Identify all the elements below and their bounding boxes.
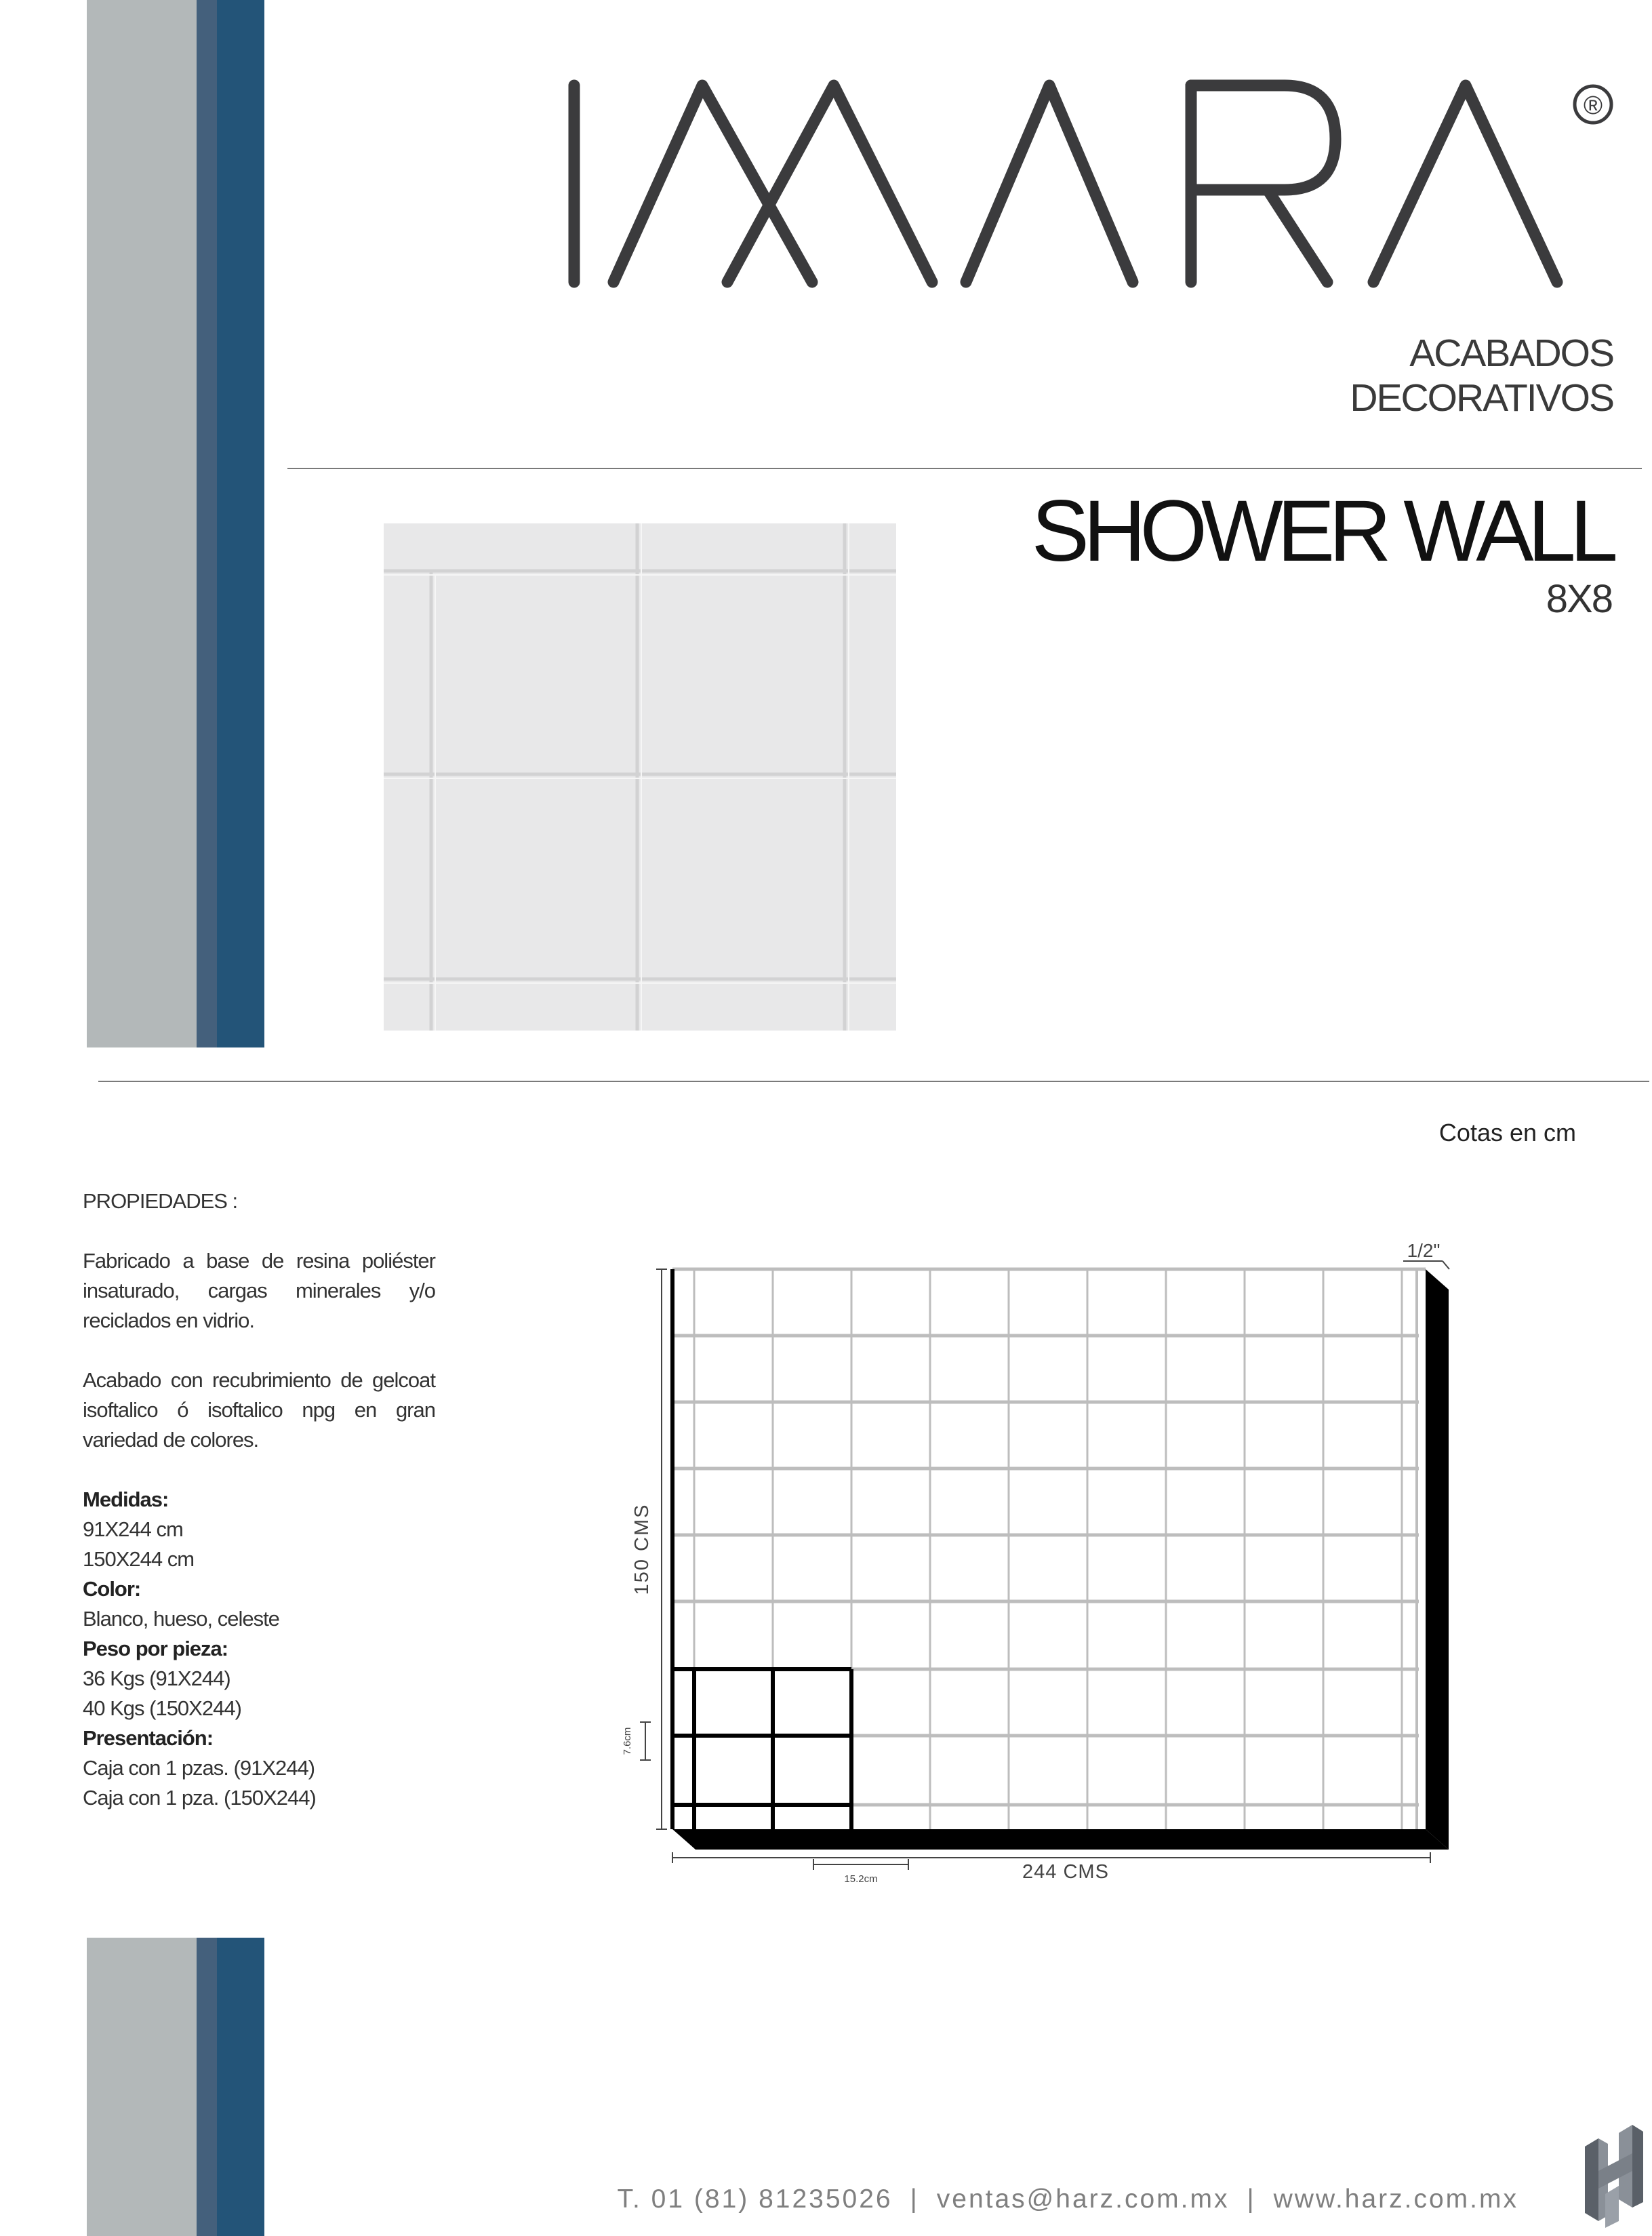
registered-mark: ® [1584, 92, 1603, 120]
measures-label: Medidas: [83, 1488, 169, 1511]
footer-email[interactable]: ventas@harz.com.mx [936, 2184, 1230, 2214]
footer-website[interactable]: www.harz.com.mx [1273, 2184, 1518, 2214]
properties-description-2: Acabado con recubrimiento de gelcoat isoftalico ó isoftalico npg en gran variedad de colores. [83, 1368, 435, 1452]
tile-dimension-highlight [672, 1269, 851, 1829]
product-title: SHOWER WALL [1031, 483, 1612, 580]
measure-item: 150X244 cm [83, 1547, 195, 1571]
brand-subtitle: ACABADOS DECORATIVOS [1350, 332, 1613, 420]
left-bar-slate-bottom [197, 1938, 217, 2236]
footer-phone: T. 01 (81) 81235026 [617, 2184, 893, 2214]
footer-separator: | [910, 2184, 919, 2214]
panel-dimension-drawing [610, 1227, 1451, 1892]
color-label: Color: [83, 1577, 141, 1601]
properties-section [83, 1186, 435, 1813]
product-sample-image [384, 523, 896, 1031]
measure-item: 91X244 cm [83, 1517, 183, 1541]
panel-bottom-edge [672, 1829, 1449, 1850]
brand-logo [549, 75, 1620, 298]
footer-separator: | [1247, 2184, 1256, 2214]
left-bar-gray-bottom [87, 1938, 197, 2236]
left-bar-gray-top [87, 0, 197, 1047]
depth-dimension-label: 1/2" [1407, 1240, 1441, 1261]
weight-item: 36 Kgs (91X244) [83, 1666, 230, 1690]
weight-item: 40 Kgs (150X244) [83, 1696, 241, 1720]
color-value: Blanco, hueso, celeste [83, 1607, 279, 1631]
footer-contact [610, 2184, 1518, 2214]
middle-divider [98, 1081, 1649, 1082]
presentation-label: Presentación: [83, 1726, 214, 1750]
tile-height-label: 7.6cm [622, 1727, 633, 1755]
properties-heading: PROPIEDADES : [83, 1189, 238, 1213]
harz-logo-icon [1578, 2119, 1649, 2228]
height-dimension-label: 150 CMS [631, 1503, 653, 1595]
properties-description-1: Fabricado a base de resina poliéster insaturado, cargas minerales y/o reciclados en vidrio. [83, 1249, 435, 1332]
weight-label: Peso por pieza: [83, 1637, 228, 1660]
width-dimension-label: 244 CMS [1022, 1861, 1109, 1883]
panel-right-edge [1426, 1269, 1449, 1850]
product-size: 8X8 [1546, 577, 1612, 621]
presentation-item: Caja con 1 pza. (150X244) [83, 1786, 316, 1810]
left-bar-slate-top [197, 0, 217, 1047]
top-divider [287, 468, 1642, 469]
presentation-item: Caja con 1 pzas. (91X244) [83, 1756, 315, 1780]
left-bar-blue-top [217, 0, 264, 1047]
left-bar-blue-bottom [217, 1938, 264, 2236]
tile-grid [672, 1269, 1426, 1829]
units-note: Cotas en cm [1438, 1119, 1576, 1146]
tile-width-label: 15.2cm [844, 1873, 878, 1885]
